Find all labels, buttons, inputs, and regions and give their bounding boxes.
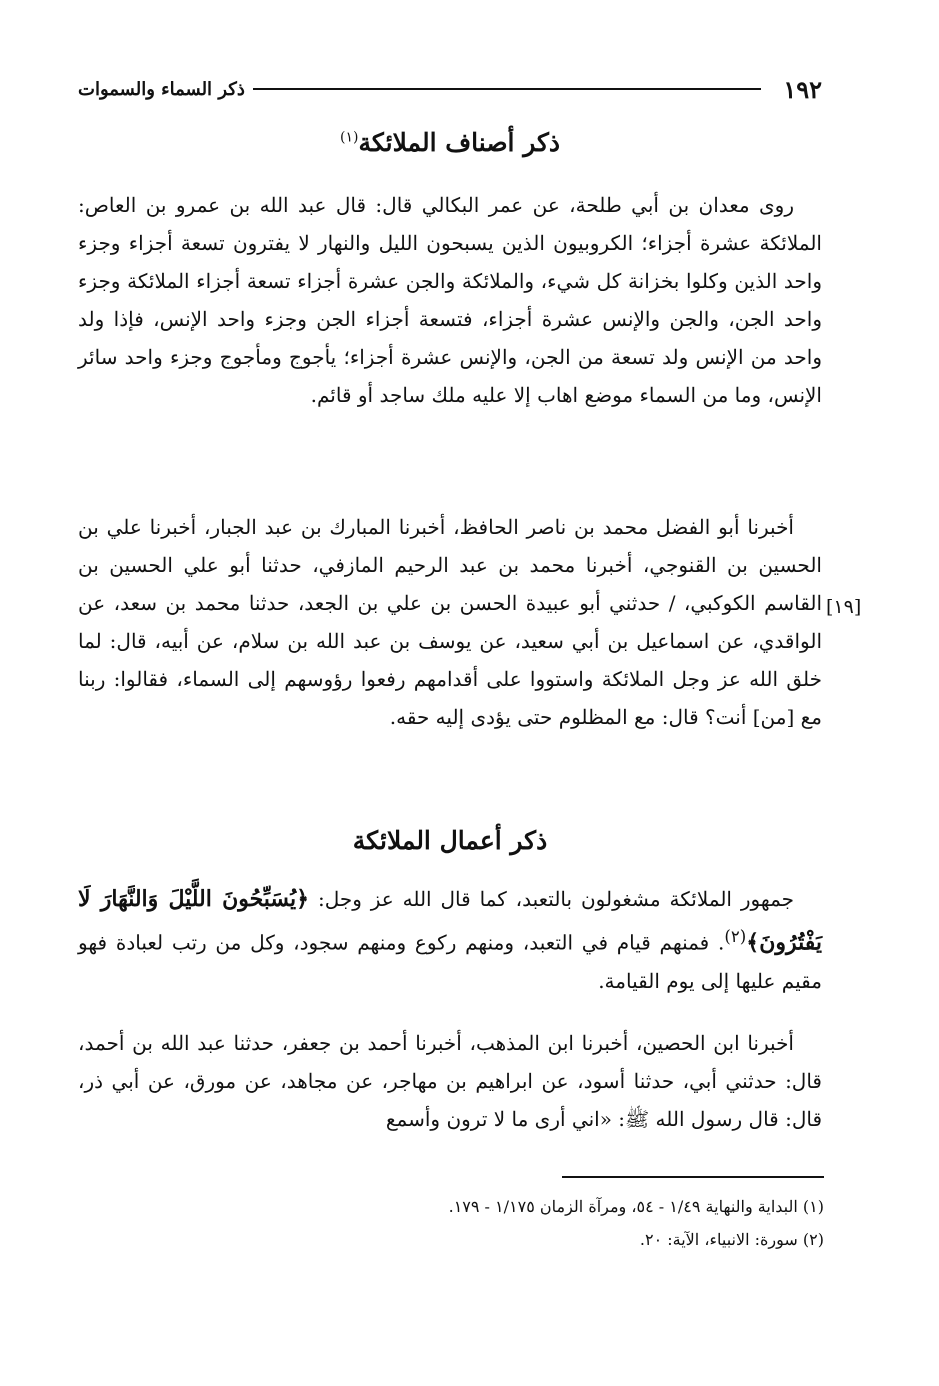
paragraph-text: أخبرنا أبو الفضل محمد بن ناصر الحافظ، أخبرنا المبارك بن عبد الجبار، أخبرنا علي بن الحسين بن القنوجي، أخبرنا محمد بن عبد الرحيم المازفي، حدثنا أبو علي الحسين بن القاسم الكوكبي، / حدثني أبو عبيدة الحسن بن علي بن الجعد، حدثنا محمد بن سعد، عن الواقدي، عن اسماعيل بن أبي سعيد، عن يوسف بن عبد الله بن سلام، عن أبيه، قال: لما خلق الله عز وجل الملائكة واستووا على أقدامهم رفعوا رؤوسهم إلى السماء، فقالوا: ربنا مع [من] أنت؟ قال: مع المظلوم حتى يؤدى إليه حقه. — [78, 515, 822, 729]
section-heading-angel-types — [78, 128, 822, 157]
footnote-ref: (١) — [339, 129, 359, 146]
footnote-1: (١) البداية والنهاية ١/٤٩ - ٥٤، ومرآة الزمان ١/١٧٥ - ١٧٩. — [448, 1197, 824, 1216]
footnotes — [300, 1190, 824, 1256]
paragraph-text: أخبرنا ابن الحصين، أخبرنا ابن المذهب، أخبرنا أحمد بن جعفر، حدثنا عبد الله بن أحمد، قال: حدثني أبي، حدثنا أسود، عن ابراهيم بن مهاجر، عن مجاهد، عن مورق، عن أبي ذر، قال: قال رسول الله ﷺ: «اني أرى ما لا ترون وأسمع — [78, 1031, 822, 1131]
footnote-2: (٢) سورة: الانبياء، الآية: ٢٠. — [639, 1230, 824, 1249]
section-title: ذكر أعمال الملائكة — [352, 826, 548, 855]
paragraph-text — [78, 880, 822, 1000]
text-run: . فمنهم قيام في التعبد، ومنهم ركوع ومنهم سجود، وكل من رتب لعبادة فهو مقيم عليها إلى يوم القيامة. — [78, 930, 822, 993]
footnote-rule — [562, 1176, 824, 1178]
paragraph-angel-parts — [78, 186, 822, 414]
manuscript-folio-marker: [١٩] — [826, 596, 862, 618]
footnote-ref: (٢) — [724, 927, 747, 946]
header-rule — [253, 88, 761, 90]
page-header — [78, 72, 822, 106]
section-title: ذكر أصناف الملائكة — [358, 128, 561, 157]
paragraph-isnad-2 — [78, 1024, 822, 1138]
section-heading-angel-deeds — [78, 826, 822, 855]
paragraph-isnad-1 — [78, 508, 822, 736]
text-run: جمهور الملائكة مشغولون بالتعبد، كما قال الله عز وجل: — [309, 887, 794, 911]
running-title: ذكر السماء والسموات — [78, 78, 245, 100]
paragraph-text: روى معدان بن أبي طلحة، عن عمر البكالي قال: قال عبد الله بن عمرو بن العاص: الملائكة عشرة أجزاء؛ الكروبيون الذين يسبحون الليل والنهار لا يفترون تسعة أجزاء وجزء واحد الذين وكلوا بخزانة كل شيء، والملائكة والجن عشرة أجزاء تسعة أجزاء الملائكة وجزء واحد الجن، والجن والإنس عشرة أجزاء، فتسعة أجزاء الجن وجزء واحد الإنس، فإذا ولد واحد من الإنس ولد تسعة من الجن، والإنس عشرة أجزاء؛ يأجوج ومأجوج وجزء واحد سائر الإنس، وما من السماء موضع اهاب إلا عليه ملك ساجد أو قائم. — [78, 193, 822, 407]
page-number: ١٩٢ — [783, 74, 822, 104]
quran-verse: ﴿يُسَبِّحُونَ اللَّيْلَ وَالنَّهَارَ لَا يَفْتُرُونَ﴾ — [78, 886, 822, 956]
paragraph-angel-worship — [78, 880, 822, 1000]
